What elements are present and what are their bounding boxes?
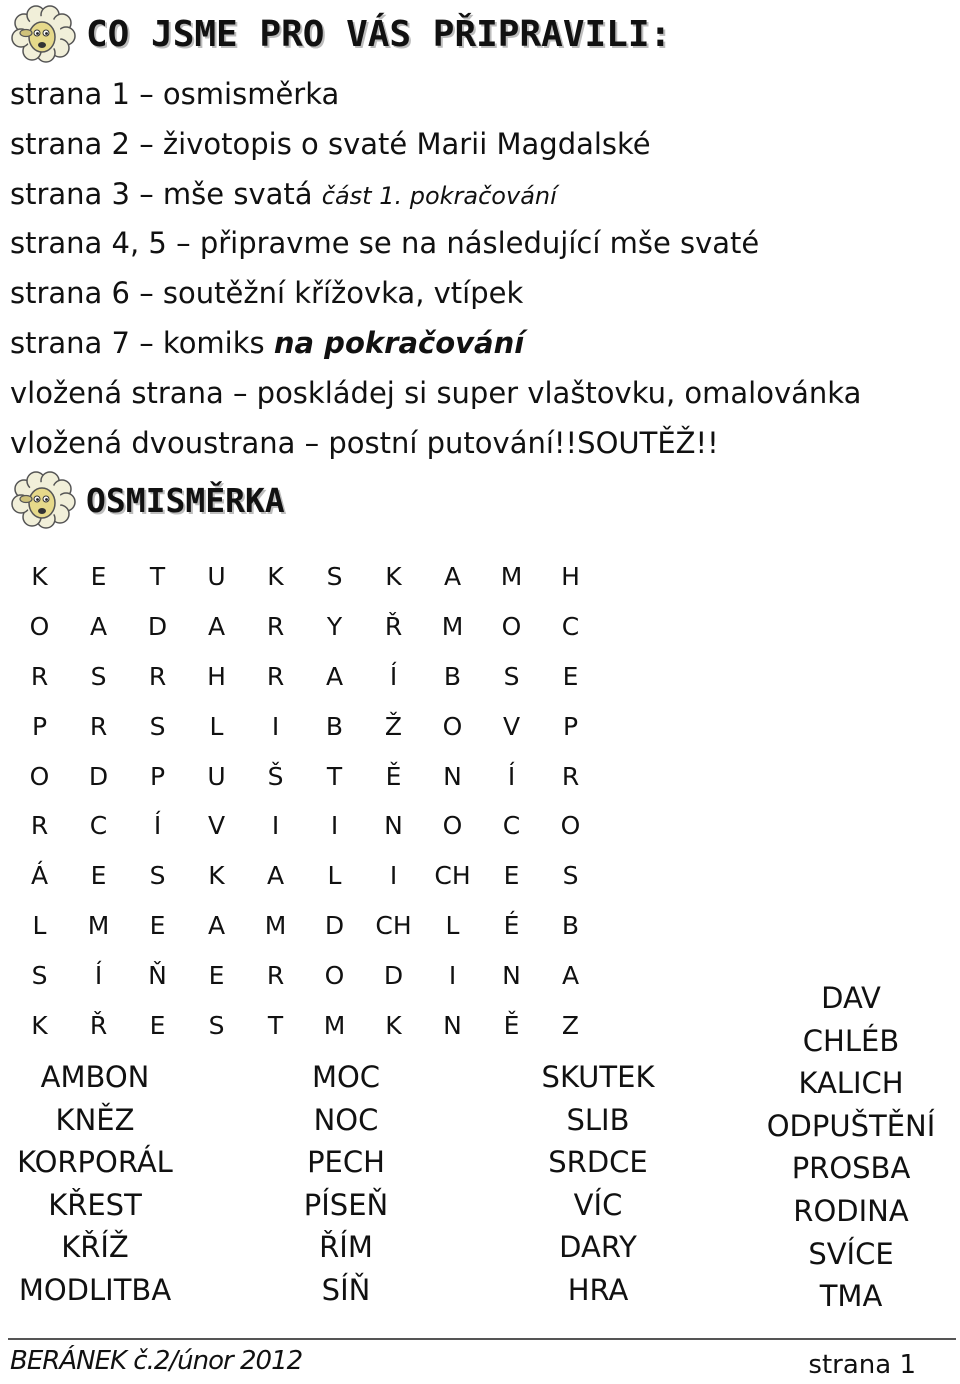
word: ŘÍM — [319, 1230, 373, 1265]
grid-row — [10, 602, 600, 652]
grid-cell: H — [207, 661, 226, 691]
grid-cell: U — [207, 562, 226, 592]
word: SVÍCE — [808, 1236, 894, 1271]
word-list-1 — [0, 1056, 190, 1312]
grid-cell: R — [561, 761, 580, 791]
word: ODPUŠTĚNÍ — [766, 1108, 936, 1143]
grid-cell: K — [385, 1010, 402, 1040]
grid-cell: Ž — [384, 711, 403, 741]
grid-cell: R — [266, 612, 285, 642]
grid-cell: E — [90, 562, 107, 592]
word: KALICH — [798, 1066, 904, 1101]
grid-cell: CH — [375, 910, 412, 940]
list-item: vložená strana – poskládej si super vlaštovku, omalovánka — [10, 375, 862, 410]
word: CHLÉB — [802, 1023, 900, 1058]
word: AMBON — [40, 1060, 150, 1094]
grid-cell: A — [207, 612, 226, 642]
grid-cell: Í — [153, 811, 162, 841]
grid-cell: S — [326, 562, 343, 592]
grid-cell: Š — [267, 761, 284, 791]
word: DAV — [821, 981, 881, 1015]
grid-cell: O — [560, 811, 581, 841]
grid-cell: C — [89, 811, 108, 841]
grid-cell: L — [32, 910, 47, 940]
grid-cell: B — [325, 711, 344, 741]
grid-cell: E — [90, 861, 107, 891]
section-header — [8, 470, 285, 530]
word: PECH — [307, 1145, 385, 1180]
grid-cell: M — [87, 910, 110, 940]
word: MODLITBA — [18, 1272, 172, 1307]
page-title: CO JSME PRO VÁS PŘIPRAVILI: — [86, 13, 672, 55]
word-list-4 — [746, 977, 956, 1318]
grid-row — [10, 701, 600, 751]
word: HRA — [567, 1272, 629, 1307]
grid-cell: P — [149, 761, 166, 791]
grid-cell: D — [147, 612, 168, 642]
grid-cell: T — [326, 761, 343, 791]
grid-cell: K — [267, 562, 284, 592]
grid-cell: R — [266, 960, 285, 990]
word: SÍŇ — [321, 1272, 371, 1307]
list-item: strana 2 – životopis o svaté Marii Magdalské — [10, 126, 651, 161]
grid-cell: E — [149, 910, 166, 940]
grid-cell: M — [500, 562, 523, 592]
grid-cell: O — [501, 612, 522, 642]
word: TMA — [819, 1279, 883, 1314]
grid-cell: Y — [326, 612, 343, 642]
grid-cell: S — [503, 661, 520, 691]
grid-cell: E — [503, 861, 520, 891]
word: SKUTEK — [541, 1060, 655, 1094]
grid-cell: Í — [94, 960, 103, 990]
grid-cell: I — [271, 711, 280, 741]
word: KŘÍŽ — [61, 1230, 129, 1265]
word: KNĚZ — [55, 1102, 135, 1137]
grid-cell: N — [443, 1010, 462, 1040]
list-item: strana 1 – osmisměrka — [10, 77, 340, 111]
grid-cell: O — [442, 711, 463, 741]
grid-cell: P — [562, 711, 579, 741]
grid-cell: I — [271, 811, 280, 841]
grid-cell: R — [30, 661, 49, 691]
grid-cell: B — [443, 661, 462, 691]
grid-row — [10, 1000, 600, 1050]
word: DARY — [559, 1230, 637, 1265]
grid-cell: U — [207, 761, 226, 791]
grid-cell: V — [207, 811, 226, 841]
grid-row — [10, 801, 600, 851]
word-list-3 — [500, 1056, 696, 1312]
word: RODINA — [793, 1193, 909, 1228]
grid-cell: D — [383, 960, 404, 990]
grid-cell: K — [31, 1010, 48, 1040]
grid-cell: I — [330, 811, 339, 841]
word: NOC — [313, 1102, 379, 1137]
sheep-icon — [8, 5, 80, 63]
list-item: strana 4, 5 – připravme se na následující mše svaté — [10, 226, 760, 261]
grid-cell: I — [389, 861, 398, 891]
grid-cell: Ř — [89, 1010, 108, 1040]
grid-cell: S — [562, 861, 579, 891]
grid-cell: R — [148, 661, 167, 691]
grid-cell: K — [385, 562, 402, 592]
contents-list — [10, 70, 861, 468]
grid-cell: L — [327, 861, 342, 891]
grid-cell: S — [31, 960, 48, 990]
word: PROSBA — [791, 1151, 911, 1186]
grid-cell: E — [149, 1010, 166, 1040]
word: SLIB — [566, 1102, 630, 1137]
grid-cell: Ň — [148, 960, 167, 990]
grid-cell: Z — [561, 1010, 580, 1040]
grid-cell: A — [561, 960, 580, 990]
grid-cell: T — [267, 1010, 284, 1040]
grid-cell: M — [441, 612, 464, 642]
grid-cell: R — [266, 661, 285, 691]
grid-cell: H — [561, 562, 580, 592]
grid-cell: A — [325, 661, 344, 691]
grid-row — [10, 901, 600, 951]
grid-row — [10, 950, 600, 1000]
list-item: strana 3 – mše svatá část 1. pokračování — [10, 176, 557, 211]
grid-cell: N — [502, 960, 521, 990]
grid-cell: Ě — [503, 1010, 520, 1040]
grid-cell: Ě — [385, 761, 402, 791]
grid-cell: R — [89, 711, 108, 741]
grid-cell: S — [149, 861, 166, 891]
grid-cell: O — [29, 612, 50, 642]
grid-cell: O — [29, 761, 50, 791]
grid-cell: M — [323, 1010, 346, 1040]
section-title: OSMISMĚRKA — [86, 480, 285, 520]
header — [8, 4, 671, 64]
grid-cell: Ř — [384, 612, 403, 642]
grid-cell: I — [448, 960, 457, 990]
grid-cell: O — [442, 811, 463, 841]
grid-cell: K — [208, 861, 225, 891]
grid-cell: A — [89, 612, 108, 642]
list-item: strana 6 – soutěžní křížovka, vtípek — [10, 276, 524, 311]
grid-cell: D — [324, 910, 345, 940]
grid-cell: S — [90, 661, 107, 691]
grid-cell: S — [208, 1010, 225, 1040]
page-number: strana 1 — [808, 1350, 916, 1380]
list-item: vložená dvoustrana – postní putování!!SOUTĚŽ!! — [10, 425, 719, 460]
grid-row — [10, 751, 600, 801]
footer-divider — [8, 1338, 956, 1340]
grid-cell: A — [207, 910, 226, 940]
grid-cell: Í — [507, 761, 516, 791]
grid-row — [10, 552, 600, 602]
grid-row — [10, 652, 600, 702]
grid-cell: B — [561, 910, 580, 940]
list-item: strana 7 – komiks na pokračování — [10, 325, 525, 360]
grid-cell: N — [384, 811, 403, 841]
grid-cell: CH — [434, 861, 471, 891]
grid-cell: R — [30, 811, 49, 841]
grid-cell: Í — [389, 661, 398, 691]
grid-cell: O — [324, 960, 345, 990]
word: SRDCE — [548, 1145, 648, 1180]
grid-cell: L — [209, 711, 224, 741]
word-search-grid — [10, 552, 600, 1050]
footer-issue: BERÁNEK č.2/únor 2012 — [10, 1346, 303, 1376]
grid-cell: E — [208, 960, 225, 990]
grid-cell: P — [31, 711, 48, 741]
word: KŘEST — [48, 1187, 142, 1222]
grid-cell: A — [443, 562, 462, 592]
word: PÍSEŇ — [303, 1187, 389, 1222]
grid-cell: E — [562, 661, 579, 691]
word-list-2 — [256, 1056, 436, 1312]
grid-cell: M — [264, 910, 287, 940]
grid-cell: A — [266, 861, 285, 891]
grid-cell: N — [443, 761, 462, 791]
grid-row — [10, 851, 600, 901]
grid-cell: V — [502, 711, 521, 741]
grid-cell: C — [502, 811, 521, 841]
grid-cell: K — [31, 562, 48, 592]
grid-cell: Á — [30, 861, 49, 891]
grid-cell: É — [503, 910, 520, 940]
word: KORPORÁL — [17, 1145, 173, 1180]
grid-cell: C — [561, 612, 580, 642]
word: VÍC — [573, 1187, 623, 1222]
grid-cell: T — [149, 562, 166, 592]
grid-cell: S — [149, 711, 166, 741]
word: MOC — [311, 1060, 381, 1094]
grid-cell: D — [88, 761, 109, 791]
grid-cell: L — [445, 910, 460, 940]
sheep-icon — [8, 471, 80, 529]
